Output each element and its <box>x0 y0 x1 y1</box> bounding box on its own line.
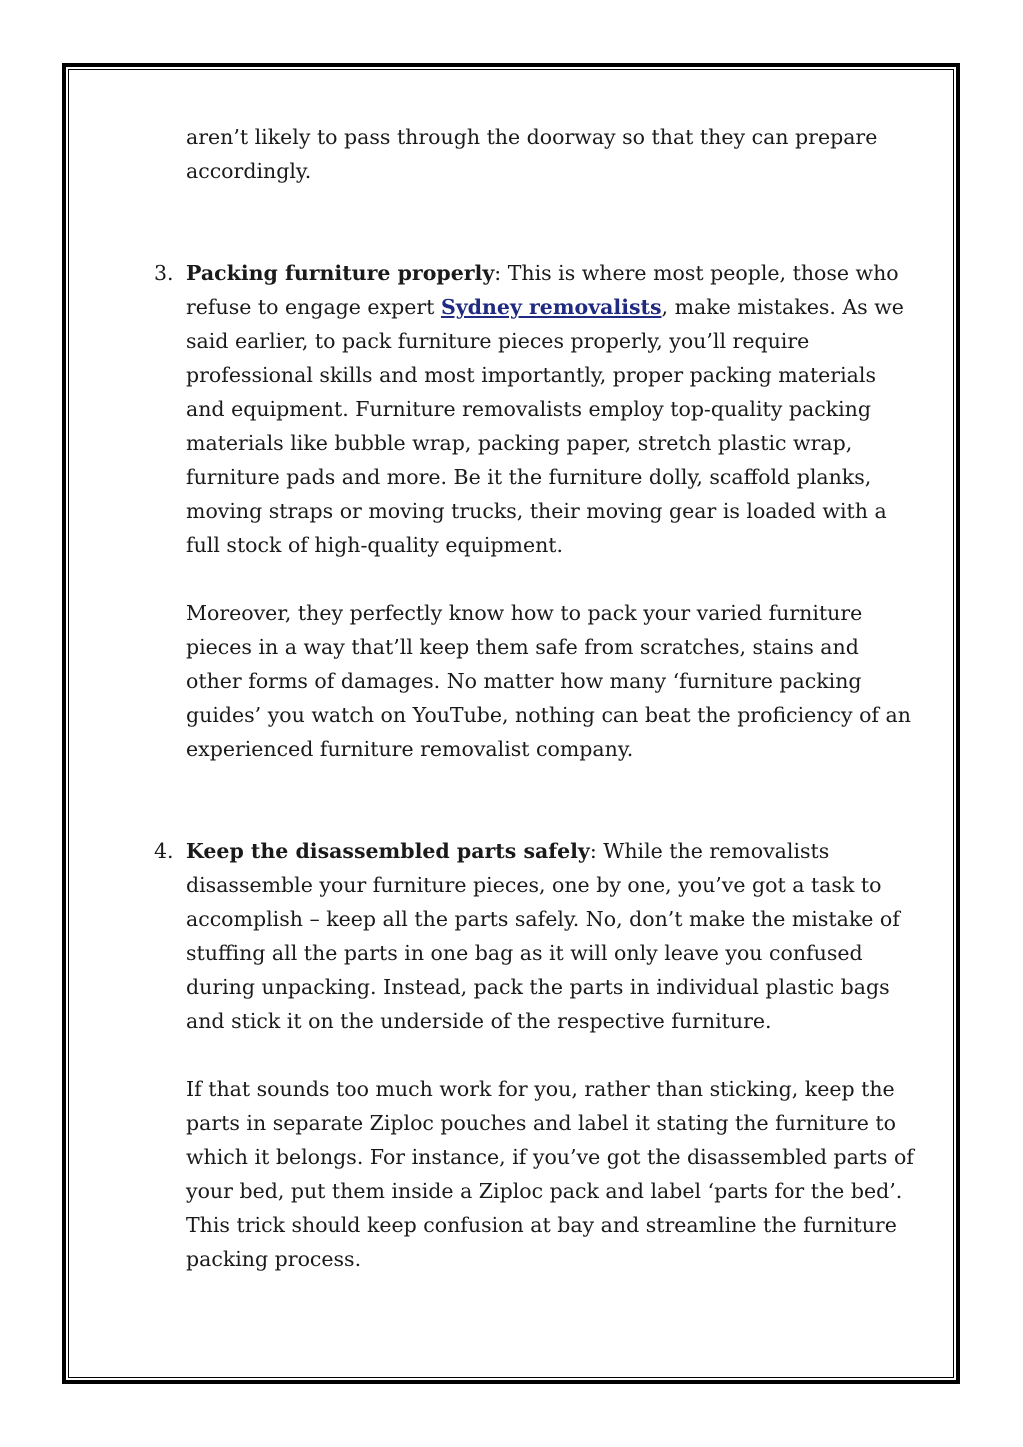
spacer <box>186 188 916 256</box>
spacer <box>186 1038 916 1072</box>
document-body <box>154 120 916 1276</box>
section-3-text-before-link: : This is where most people, those who refuse to engage expert <box>186 261 899 319</box>
list-item-4 <box>154 834 916 1276</box>
section-3-paragraph-2: Moreover, they perfectly know how to pack your varied furniture pieces in a way that’ll keep them safe from scratches, stains and other forms of damages. No matter how many ‘furniture packing guides’ you watch on YouTube, nothing can beat the proficiency of an experienced furniture removalist company. <box>186 601 911 761</box>
section-4-paragraph-1 <box>186 834 916 1038</box>
section-4-heading: Keep the disassembled parts safely <box>186 839 590 863</box>
spacer <box>186 562 916 596</box>
section-4-paragraph-2: If that sounds too much work for you, rather than sticking, keep the parts in separate Ziploc pouches and label it stating the furniture to which it belongs. For instance, if you’ve got the disassembled parts of your bed, put them inside a Ziploc pack and label ‘parts for the bed’. This trick should keep confusion at bay and streamline the furniture packing process. <box>186 1077 914 1271</box>
section-3-paragraph-1 <box>186 256 916 562</box>
section-3-text-after-link: , make mistakes. As we said earlier, to pack furniture pieces properly, you’ll require professional skills and most importantly, proper packing materials and equipment. Furniture removalists employ top-quality packing materials like bubble wrap, packing paper, stretch plastic wrap, furniture pads and more. Be it the furniture dolly, scaffold planks, moving straps or moving trucks, their moving gear is loaded with a full stock of high-quality equipment. <box>186 295 904 557</box>
spacer <box>186 766 916 834</box>
list-number: 3. <box>154 261 174 285</box>
list-item-3 <box>154 256 916 766</box>
sydney-removalists-link[interactable]: Sydney removalists <box>440 295 662 319</box>
intro-paragraph: aren’t likely to pass through the doorway so that they can prepare accordingly. <box>186 125 878 183</box>
section-4-text: : While the removalists disassemble your furniture pieces, one by one, you’ve got a task to accomplish – keep all the parts safely. No, don’t make the mistake of stuffing all the parts in one bag as it will only leave you confused during unpacking. Instead, pack the parts in individual plastic bags and stick it on the underside of the respective furniture. <box>186 839 900 1033</box>
section-3-heading: Packing furniture properly <box>186 261 495 285</box>
list-number: 4. <box>154 839 174 863</box>
